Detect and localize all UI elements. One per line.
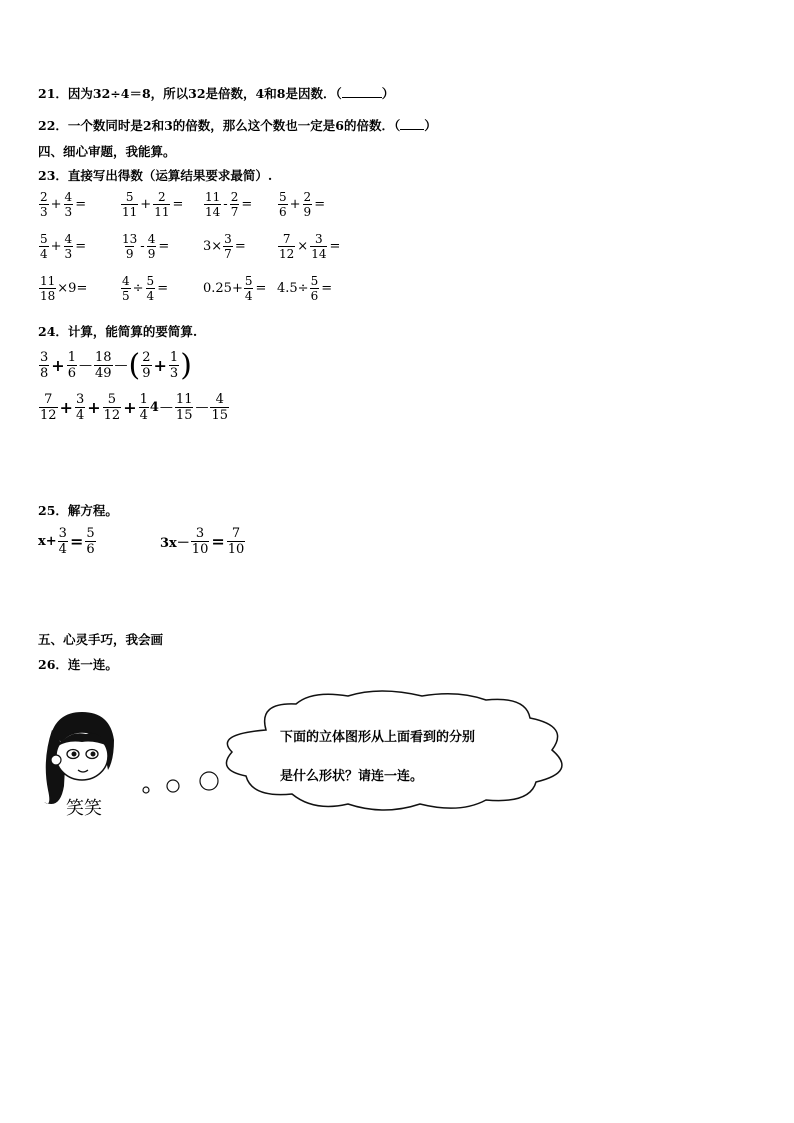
fraction: $\frac{2}{3}$ <box>40 190 48 219</box>
equals-sign: = <box>255 281 267 296</box>
fraction: $\frac{1}{6}$ <box>67 350 76 381</box>
fraction: $\frac{5}{4}$ <box>244 274 253 303</box>
question-22 <box>38 116 437 134</box>
equals-sign: = <box>157 281 169 296</box>
fraction: $\frac{5}{4}$ <box>146 274 155 303</box>
fraction: $\frac{1}{4}$ <box>139 392 148 423</box>
operator: ÷ <box>132 281 144 296</box>
q23-expression-12 <box>277 274 333 303</box>
fraction: $\frac{11}{15}$ <box>175 392 193 423</box>
fraction: $\frac{3}{8}$ <box>40 350 49 381</box>
operator: + <box>50 197 62 212</box>
girl-illustration <box>44 712 114 804</box>
fraction: $\frac{5}{6}$ <box>310 274 319 303</box>
question-22-close: ） <box>424 118 437 133</box>
question-26-title: 26．连一连。 <box>38 657 118 672</box>
fraction: $\frac{4}{3}$ <box>64 232 73 261</box>
cloud-text-line-1: 下面的立体图形从上面看到的分别 <box>280 730 476 745</box>
fraction: $\frac{5}{4}$ <box>40 232 48 261</box>
fraction: $\frac{4}{9}$ <box>147 232 156 261</box>
fraction: $\frac{4}{15}$ <box>211 392 229 423</box>
fraction: $\frac{3}{4}$ <box>75 392 85 423</box>
left-paren: ( <box>128 347 141 383</box>
equals-sign: = <box>75 239 87 254</box>
operator: × <box>297 239 309 254</box>
operator: - <box>223 197 228 212</box>
fraction: $\frac{2}{9}$ <box>303 190 312 219</box>
operator: + <box>289 197 301 212</box>
thought-dot-small <box>143 787 149 793</box>
operator: + <box>140 197 152 212</box>
fraction: $\frac{3}{14}$ <box>311 232 327 261</box>
expr-prefix: 0.25+ <box>203 281 243 296</box>
equals-sign: = <box>75 197 87 212</box>
section-4-heading: 四、细心审题，我能算。 <box>38 144 176 159</box>
question-23-title: 23．直接写出得数（运算结果要求最简）. <box>38 168 273 183</box>
q26-illustration <box>30 690 590 830</box>
fraction: $\frac{2}{9}$ <box>142 350 151 381</box>
section-5-heading: 五、心灵手巧，我会画 <box>38 632 164 647</box>
q23-expression-3 <box>203 190 253 219</box>
fraction: $\frac{11}{18}$ <box>40 274 56 303</box>
operator: + <box>50 239 62 254</box>
question-22-text: 22．一个数同时是2和3的倍数，那么这个数也一定是6的倍数．（ <box>38 118 401 133</box>
thought-dot-large <box>200 772 218 790</box>
fraction: $\frac{13}{9}$ <box>122 232 138 261</box>
equals-sign: = <box>158 239 170 254</box>
question-21-close: ） <box>381 86 395 101</box>
q23-expression-8 <box>277 232 341 261</box>
equals-sign: = <box>234 239 246 254</box>
q23-expression-5 <box>38 232 87 261</box>
q25-equation-2: 3x－ $\frac{3}{10}$ = $\frac{7}{10}$ <box>160 526 245 557</box>
q23-expression-2 <box>120 190 184 219</box>
question-24-title: 24．计算，能简算的要简算. <box>38 324 198 339</box>
fraction: $\frac{3}{4}$ <box>58 526 67 557</box>
fraction: $\frac{2}{7}$ <box>230 190 239 219</box>
fraction: $\frac{11}{14}$ <box>205 190 221 219</box>
expr-prefix: 3× <box>203 239 223 254</box>
q23-expression-6 <box>120 232 170 261</box>
fraction: $\frac{4}{5}$ <box>122 274 130 303</box>
q23-expression-11 <box>203 274 267 303</box>
fraction: $\frac{3}{10}$ <box>191 526 209 557</box>
operator: - <box>140 239 145 254</box>
cloud-text-line-2: 是什么形状？请连一连。 <box>280 769 424 784</box>
fraction: $\frac{2}{11}$ <box>154 190 170 219</box>
q23-expression-1 <box>38 190 87 219</box>
girl-name-label: 笑笑 <box>66 798 102 819</box>
q25-equation-1: x+ $\frac{3}{4}$ = $\frac{5}{6}$ <box>38 526 95 557</box>
equals-sign: = <box>329 239 341 254</box>
fraction: $\frac{3}{7}$ <box>224 232 232 261</box>
fraction: $\frac{7}{12}$ <box>279 232 295 261</box>
fraction: $\frac{5}{11}$ <box>122 190 138 219</box>
fraction: $\frac{1}{3}$ <box>169 350 179 381</box>
question-21 <box>38 84 394 102</box>
right-paren: ) <box>180 347 192 383</box>
q24-expression-1: $\frac{3}{8}$ + $\frac{1}{6}$ — $\frac{18}{49}$ — ( $\frac{2}{9}$ + $\frac{1}{3}$ ) <box>40 347 192 383</box>
q23-expression-9 <box>38 274 87 303</box>
question-21-text: 21．因为32÷4＝8，所以32是倍数，4和8是因数．（ <box>38 86 342 101</box>
equals-sign: = <box>314 197 326 212</box>
fraction: $\frac{7}{10}$ <box>227 526 245 557</box>
fraction: $\frac{5}{12}$ <box>103 392 121 423</box>
q24-expression-2: $\frac{7}{12}$ + $\frac{3}{4}$ + $\frac{5}{12}$ + $\frac{1}{4}$ 4 — $\frac{11}{15}$ — $\frac{4}{15}$ <box>40 392 229 423</box>
thought-cloud <box>226 691 562 810</box>
equals-sign: = <box>241 197 253 212</box>
equals-sign: = <box>172 197 184 212</box>
q23-expression-4 <box>277 190 326 219</box>
fraction: $\frac{4}{3}$ <box>64 190 73 219</box>
q23-expression-7 <box>203 232 247 261</box>
thought-dot-medium <box>167 780 179 792</box>
q23-expression-10 <box>120 274 169 303</box>
fraction: $\frac{5}{6}$ <box>279 190 287 219</box>
fraction: $\frac{5}{6}$ <box>86 526 95 557</box>
equals-sign: = <box>321 281 333 296</box>
expr-prefix: 4.5÷ <box>277 281 309 296</box>
question-25-title: 25．解方程。 <box>38 503 118 518</box>
answer-blank-21[interactable] <box>342 85 382 98</box>
answer-blank-22[interactable] <box>400 117 424 130</box>
fraction: $\frac{18}{49}$ <box>94 350 112 381</box>
fraction: $\frac{7}{12}$ <box>40 392 57 423</box>
expr-suffix: ×9= <box>57 281 88 296</box>
